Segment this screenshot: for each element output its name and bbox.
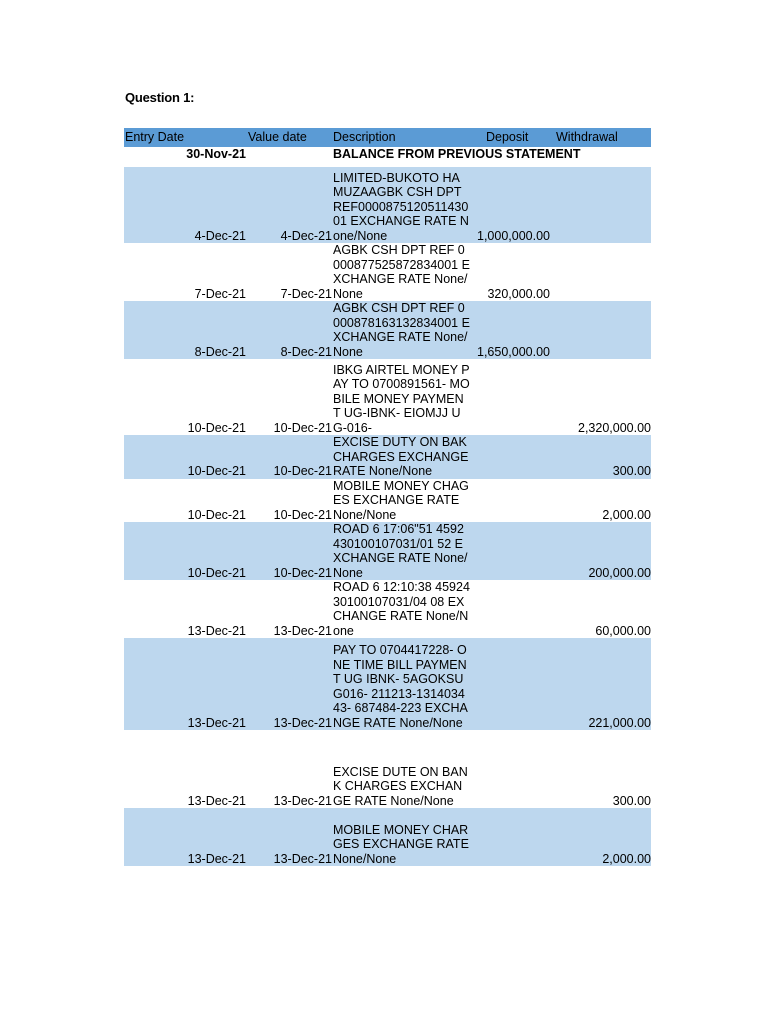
entry-date-cell: 13-Dec-21 bbox=[187, 851, 246, 866]
table-row bbox=[124, 359, 651, 435]
entry-date-cell: 13-Dec-21 bbox=[187, 793, 246, 808]
transaction-rows bbox=[124, 167, 651, 866]
deposit-cell: 1,000,000.00 bbox=[477, 228, 550, 243]
value-date-cell: 7-Dec-21 bbox=[280, 286, 332, 301]
entry-date-cell: 10-Dec-21 bbox=[187, 507, 246, 522]
entry-date-cell: 4-Dec-21 bbox=[194, 228, 246, 243]
opening-description: BALANCE FROM PREVIOUS STATEMENT bbox=[333, 147, 581, 161]
table-row bbox=[124, 167, 651, 243]
withdrawal-cell: 200,000.00 bbox=[588, 565, 651, 580]
description-text: ROAD 6 17:06"51 4592430100107031/01 52 EXCHANGE RATE None/None bbox=[333, 522, 468, 580]
description-text: MOBILE MONEY CHAGES EXCHANGE RATE None/None bbox=[333, 478, 469, 522]
header-value-date: Value date bbox=[248, 130, 307, 145]
value-date-cell: 4-Dec-21 bbox=[280, 228, 332, 243]
table-row bbox=[124, 638, 651, 730]
opening-date: 30-Nov-21 bbox=[186, 147, 246, 161]
bank-statement-table bbox=[124, 128, 651, 866]
value-date-cell: 8-Dec-21 bbox=[280, 344, 332, 359]
table-row bbox=[124, 435, 651, 479]
entry-date-cell: 13-Dec-21 bbox=[187, 715, 246, 730]
deposit-cell bbox=[470, 479, 550, 523]
value-date-cell: 10-Dec-21 bbox=[273, 420, 332, 435]
value-date-cell: 10-Dec-21 bbox=[273, 565, 332, 580]
description-cell bbox=[332, 479, 470, 523]
entry-date-cell: 10-Dec-21 bbox=[187, 420, 246, 435]
description-cell bbox=[332, 730, 470, 808]
value-date-cell: 13-Dec-21 bbox=[273, 851, 332, 866]
withdrawal-cell: 60,000.00 bbox=[595, 623, 651, 638]
description-text: IBKG AIRTEL MONEY PAY TO 0700891561- MOBILE MONEY PAYMENT UG-IBNK- EIOMJJ UG-016- bbox=[333, 362, 470, 435]
table-header-row bbox=[124, 128, 651, 147]
description-text: ROAD 6 12:10:38 4592430100107031/04 08 EXCHANGE RATE None/None bbox=[333, 580, 470, 638]
description-text: MOBILE MONEY CHARGES EXCHANGE RATE None/None bbox=[333, 822, 469, 866]
withdrawal-cell: 2,000.00 bbox=[602, 851, 651, 866]
opening-value-date bbox=[248, 147, 332, 167]
entry-date-cell: 13-Dec-21 bbox=[187, 623, 246, 638]
description-cell bbox=[332, 301, 470, 359]
table-row bbox=[124, 243, 651, 301]
entry-date-cell: 10-Dec-21 bbox=[187, 565, 246, 580]
description-text: EXCISE DUTE ON BANK CHARGES EXCHANGE RATE None/None bbox=[333, 764, 468, 808]
withdrawal-cell: 2,320,000.00 bbox=[578, 420, 651, 435]
description-cell bbox=[332, 808, 470, 866]
value-date-cell: 13-Dec-21 bbox=[273, 793, 332, 808]
value-date-cell: 13-Dec-21 bbox=[273, 623, 332, 638]
header-deposit: Deposit bbox=[486, 130, 529, 145]
deposit-cell bbox=[470, 808, 550, 866]
description-text: LIMITED-BUKOTO HAMUZAAGBK CSH DPT REF000087512051143001 EXCHANGE RATE None/None bbox=[333, 170, 469, 243]
deposit-cell bbox=[470, 638, 550, 730]
table-row bbox=[124, 808, 651, 866]
value-date-cell: 13-Dec-21 bbox=[273, 715, 332, 730]
table-row bbox=[124, 730, 651, 808]
header-description: Description bbox=[333, 130, 396, 145]
description-cell bbox=[332, 580, 470, 638]
withdrawal-cell: 300.00 bbox=[612, 793, 651, 808]
table-row bbox=[124, 479, 651, 523]
deposit-cell bbox=[470, 359, 550, 435]
entry-date-cell: 8-Dec-21 bbox=[194, 344, 246, 359]
entry-date-cell: 10-Dec-21 bbox=[187, 464, 246, 478]
deposit-cell bbox=[470, 522, 550, 580]
deposit-cell bbox=[470, 435, 550, 479]
description-text: EXCISE DUTY ON BAK CHARGES EXCHANGE RATE None/None bbox=[333, 435, 469, 478]
question-title: Question 1: bbox=[125, 90, 195, 105]
deposit-cell bbox=[470, 580, 550, 638]
description-cell bbox=[332, 435, 470, 479]
table-row bbox=[124, 580, 651, 638]
description-cell bbox=[332, 638, 470, 730]
header-entry-date: Entry Date bbox=[125, 130, 185, 145]
description-cell bbox=[332, 359, 470, 435]
description-cell bbox=[332, 167, 470, 243]
table-row bbox=[124, 522, 651, 580]
withdrawal-cell bbox=[550, 301, 651, 359]
value-date-cell: 10-Dec-21 bbox=[273, 464, 332, 478]
deposit-cell: 1,650,000.00 bbox=[477, 344, 550, 359]
description-cell bbox=[332, 522, 470, 580]
header-withdrawal: Withdrawal bbox=[556, 130, 618, 145]
withdrawal-cell: 221,000.00 bbox=[588, 715, 651, 730]
table-row bbox=[124, 301, 651, 359]
withdrawal-cell bbox=[550, 243, 651, 301]
description-text: AGBK CSH DPT REF 0000878163132834001 EXCHANGE RATE None/None bbox=[333, 301, 470, 359]
opening-balance-row bbox=[124, 147, 651, 167]
deposit-cell: 320,000.00 bbox=[487, 286, 550, 301]
withdrawal-cell bbox=[550, 167, 651, 243]
description-cell bbox=[332, 243, 470, 301]
entry-date-cell: 7-Dec-21 bbox=[194, 286, 246, 301]
deposit-cell bbox=[470, 730, 550, 808]
description-text: PAY TO 0704417228- ONE TIME BILL PAYMENT UG IBNK- 5AGOKSUG016- 211213-131403443- 687484-223 EXCHANGE RATE None/None bbox=[333, 643, 468, 730]
description-text: AGBK CSH DPT REF 0000877525872834001 EXCHANGE RATE None/None bbox=[333, 243, 470, 301]
value-date-cell: 10-Dec-21 bbox=[273, 507, 332, 522]
withdrawal-cell: 300.00 bbox=[612, 464, 651, 478]
withdrawal-cell: 2,000.00 bbox=[602, 507, 651, 522]
